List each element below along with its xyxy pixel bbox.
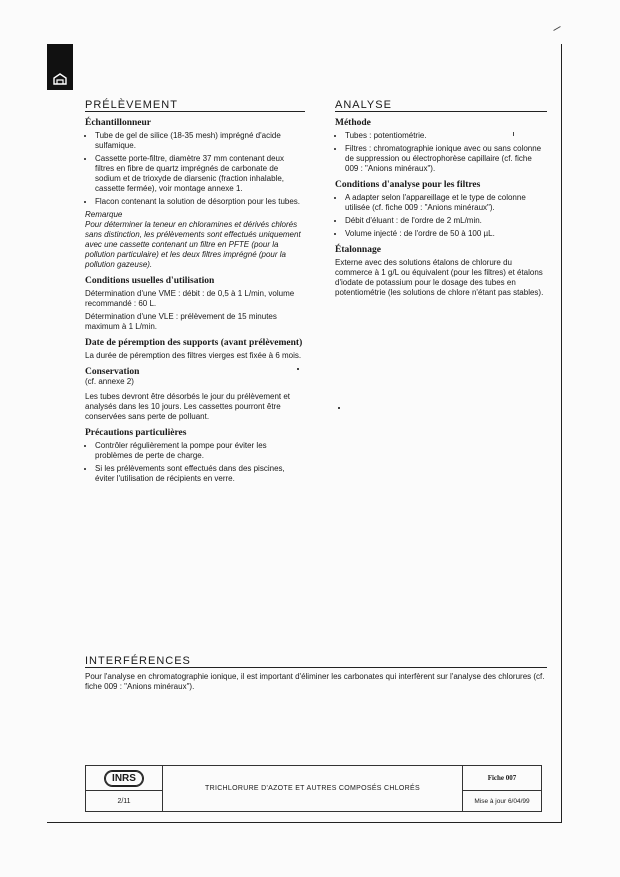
interferences-text: Pour l'analyse en chromatographie ionique, il est important d'éliminer les carbonates qui interfèrent sur l'analyse des chlorures (cf. fiche 009 : "Anions minéraux").	[85, 672, 545, 691]
building-icon	[51, 71, 69, 87]
update-date: Mise à jour 6/04/99	[474, 797, 530, 805]
list-item: • Débit d'éluant : de l'ordre de 2 mL/min.	[345, 216, 547, 226]
scan-mark	[553, 26, 560, 31]
prelevement-section	[85, 100, 305, 487]
fiche-number: Fiche 007	[463, 766, 541, 791]
vme-text: Détermination d'une VME : débit : de 0,5 à 1 L/min, volume recommandé : 60 L.	[85, 289, 295, 308]
etalonnage-heading: Étalonnage	[335, 245, 381, 255]
precautions-list	[85, 441, 305, 484]
interferences-section	[85, 656, 547, 695]
remarque-text: Pour déterminer la teneur en chloramines et dérivés chlorés sans distinction, les prélèvements sont effectués uniquement avec une cassette contenant un filtre en PFTE (pour la pollution particulaire) et les deux filtres imprégné (pour la pollution gazeuse).	[85, 220, 301, 269]
footer-table	[85, 765, 542, 812]
list-item: • Tube de gel de silice (18-35 mesh) imprégné d'acide sulfamique.	[95, 131, 305, 151]
vle-text: Détermination d'une VLE : prélèvement de 15 minutes maximum à 1 L/min.	[85, 312, 277, 331]
analyse-conditions-list	[335, 193, 547, 239]
prelevement-title: PRÉLÈVEMENT	[85, 100, 305, 112]
list-item: • Flacon contenant la solution de désorption pour les tubes.	[95, 197, 305, 207]
footer-logo-cell	[86, 766, 163, 791]
conservation-ref: (cf. annexe 2)	[85, 377, 134, 386]
list-item: • Volume injecté : de l'ordre de 50 à 100 µL.	[345, 229, 547, 239]
analyse-conditions-heading: Conditions d'analyse pour les filtres	[335, 180, 481, 190]
remarque-label: Remarque	[85, 210, 123, 219]
etalonnage-text: Externe avec des solutions étalons de chlorure du commerce à 1 g/L ou équivalent (pour les filtres) et étalons d'iodate de potassium pour le dosage des tubes en potentiométrie (les solutions de chlore n'étant pas stables).	[335, 258, 544, 297]
analyse-title: ANALYSE	[335, 100, 547, 112]
scan-mark	[513, 132, 514, 136]
methode-list	[335, 131, 547, 174]
list-item: • A adapter selon l'appareillage et le type de colonne utilisée (cf. fiche 009 : "Anions minéraux").	[345, 193, 547, 213]
peremption-text: La durée de péremption des filtres vierges est fixée à 6 mois.	[85, 351, 302, 360]
peremption-heading: Date de péremption des supports (avant prélèvement)	[85, 338, 303, 348]
inrs-logo: INRS	[105, 771, 143, 786]
conditions-heading: Conditions usuelles d'utilisation	[85, 276, 215, 286]
analyse-section	[335, 100, 547, 301]
list-item: • Tubes : potentiométrie.	[345, 131, 547, 141]
scan-mark	[338, 407, 340, 409]
footer-title: TRICHLORURE D'AZOTE ET AUTRES COMPOSÉS CHLORÉS	[163, 766, 463, 811]
echantillonneur-heading: Échantillonneur	[85, 118, 151, 128]
list-item: • Contrôler régulièrement la pompe pour éviter les problèmes de perte de charge.	[95, 441, 305, 461]
conservation-heading: Conservation	[85, 367, 140, 377]
precautions-heading: Précautions particulières	[85, 428, 187, 438]
methode-heading: Méthode	[335, 118, 371, 128]
interferences-title: INTERFÉRENCES	[85, 656, 547, 668]
scan-mark	[297, 368, 299, 370]
list-item: • Si les prélèvements sont effectués dans des piscines, éviter l'utilisation de récipients en verre.	[95, 464, 305, 484]
echantillonneur-list	[85, 131, 305, 207]
conservation-text: Les tubes devront être désorbés le jour du prélèvement et analysés dans les 10 jours. Les cassettes pourront être conservées sans perte de polluant.	[85, 392, 291, 421]
page-number: 2/11	[86, 791, 163, 811]
list-item: • Filtres : chromatographie ionique avec ou sans colonne de suppression ou électrophorèse capillaire (cf. fiche 009 : "Anions minéraux").	[345, 144, 547, 174]
list-item: • Cassette porte-filtre, diamètre 37 mm contenant deux filtres en fibre de quartz imprégnés de carbonate de sodium et de trioxyde de diarsenic (fraction inhalable, cassette fermée), voir montage annexe 1.	[95, 154, 305, 194]
